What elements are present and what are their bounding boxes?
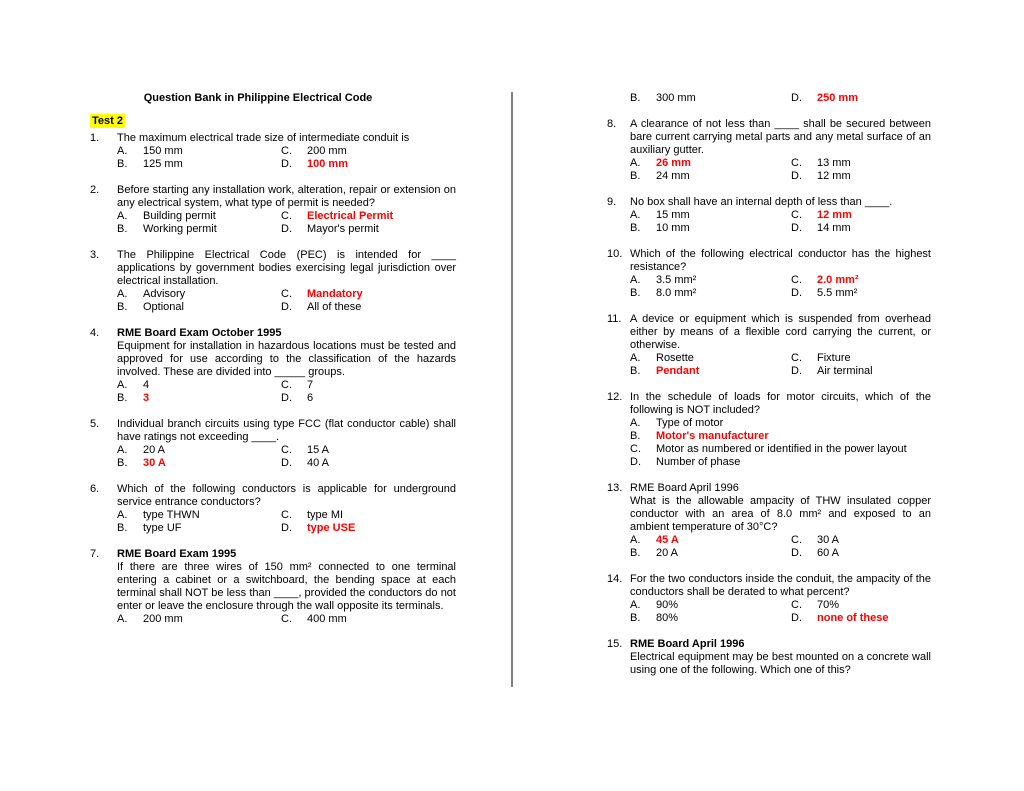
right-question-list <box>607 92 931 677</box>
option <box>791 547 839 560</box>
options <box>117 210 456 236</box>
question-body: If there are three wires of 150 mm² connected to one terminal entering a cabinet or a switchboard, the bending space at each terminal shall NOT be less than ____, provided the conductors do not enter or leave the enclosure through the wall opposite its terminals. <box>117 561 456 612</box>
question-header: RME Board April 1996 <box>630 638 745 650</box>
question-body: A device or equipment which is suspended from overhead either by means of a flexible cord carrying the current, or otherwise. <box>630 313 931 351</box>
option <box>791 612 889 625</box>
option-letter: B. <box>630 430 641 442</box>
option-text: 70% <box>817 599 840 611</box>
option <box>117 223 281 236</box>
option <box>117 444 281 457</box>
option-letter: A. <box>630 534 641 546</box>
question-body: Electrical equipment may be best mounted on a concrete wall using one of the following. Which one of this? <box>630 651 931 676</box>
option-text: 90% <box>656 599 679 611</box>
question-block <box>90 184 456 236</box>
option <box>281 509 343 522</box>
option-letter: C. <box>281 509 292 521</box>
option-text: Fixture <box>817 352 851 364</box>
option <box>117 145 281 158</box>
page-title: Question Bank in Philippine Electrical Code <box>143 92 373 104</box>
option-letter: D. <box>281 223 292 235</box>
question-content <box>117 132 456 171</box>
option-letter: A. <box>630 352 641 364</box>
question-number: 4. <box>90 327 100 339</box>
option-row <box>117 288 456 301</box>
options <box>630 599 931 625</box>
question-number: 2. <box>90 184 100 196</box>
option <box>630 222 791 235</box>
question-block <box>607 92 931 105</box>
option-row <box>117 379 456 392</box>
answer-option-text: 2.0 mm² <box>817 274 859 286</box>
option-letter: B. <box>630 547 641 559</box>
option <box>281 522 355 535</box>
option <box>281 288 363 301</box>
option-row <box>117 522 456 535</box>
question-body: The maximum electrical trade size of intermediate conduit is <box>117 132 410 144</box>
answer-option-text: 26 mm <box>656 157 691 169</box>
answer-option-text: Pendant <box>656 365 700 377</box>
option-row <box>117 158 456 171</box>
option-row <box>117 509 456 522</box>
option <box>630 456 740 469</box>
option-row <box>630 456 931 469</box>
option-letter: A. <box>117 379 128 391</box>
question-block <box>90 418 456 470</box>
question-block <box>607 196 931 235</box>
option-letter: C. <box>791 209 802 221</box>
options <box>630 534 931 560</box>
question-number: 14. <box>607 573 623 585</box>
option-letter: C. <box>791 157 802 169</box>
options <box>117 509 456 535</box>
option-text: type UF <box>143 522 182 534</box>
question-body: What is the allowable ampacity of THW insulated copper conductor with an area of 8.0 mm² and exposed to an ambient temperature of 30°C? <box>630 495 931 533</box>
option <box>281 379 313 392</box>
option <box>791 222 851 235</box>
option-letter: C. <box>791 274 802 286</box>
question-number: 11. <box>607 313 622 325</box>
option <box>630 443 907 456</box>
options <box>630 209 931 235</box>
option <box>630 599 791 612</box>
option-text: 14 mm <box>817 222 851 234</box>
answer-option-text: 250 mm <box>817 92 858 104</box>
option-letter: B. <box>117 158 128 170</box>
question-content <box>630 391 931 469</box>
option-text: Type of motor <box>656 417 724 429</box>
option-letter: C. <box>791 599 802 611</box>
option-letter: C. <box>281 613 292 625</box>
question-body: In the schedule of loads for motor circuits, which of the following is NOT included? <box>630 391 931 416</box>
option <box>791 365 873 378</box>
option <box>630 612 791 625</box>
option-text: Motor as numbered or identified in the power layout <box>656 443 907 455</box>
option-row <box>117 145 456 158</box>
option-letter: A. <box>117 613 128 625</box>
option-letter: A. <box>117 210 128 222</box>
question-number: 15. <box>607 638 623 650</box>
option-text: All of these <box>307 301 362 313</box>
option-row <box>630 417 931 430</box>
options <box>630 417 931 469</box>
option <box>281 301 361 314</box>
option <box>791 534 839 547</box>
option-letter: C. <box>791 352 802 364</box>
option-letter: C. <box>281 210 292 222</box>
question-content <box>117 418 456 470</box>
option-letter: A. <box>630 599 641 611</box>
option-row <box>117 457 456 470</box>
question-body: For the two conductors inside the conduit, the ampacity of the conductors shall be derated to what percent? <box>630 573 931 598</box>
option <box>117 613 281 626</box>
option-text: 125 mm <box>143 158 183 170</box>
right-column <box>607 92 931 690</box>
option-letter: B. <box>630 287 641 299</box>
option-row <box>117 392 456 405</box>
answer-option-text: 12 mm <box>817 209 852 221</box>
option <box>630 92 791 105</box>
question-body: Before starting any installation work, alteration, repair or extension on any electrical system, what type of permit is needed? <box>117 184 456 209</box>
option-letter: D. <box>281 392 292 404</box>
option-text: 20 A <box>656 547 679 559</box>
question-number: 1. <box>90 132 100 144</box>
option <box>281 158 348 171</box>
option-letter: B. <box>630 170 641 182</box>
options <box>117 613 456 626</box>
option-letter: D. <box>791 612 802 624</box>
option-text: 13 mm <box>817 157 851 169</box>
question-header: RME Board April 1996 <box>630 482 739 494</box>
option <box>630 365 791 378</box>
option-text: 80% <box>656 612 679 624</box>
question-header: RME Board Exam 1995 <box>117 548 237 560</box>
option-letter: B. <box>117 223 128 235</box>
option <box>117 522 281 535</box>
option <box>630 417 723 430</box>
option-letter: C. <box>281 444 292 456</box>
option-text: Number of phase <box>656 456 741 468</box>
answer-option-text: 45 A <box>656 534 679 546</box>
question-body: Which of the following conductors is applicable for underground service entrance conductors? <box>117 483 456 508</box>
option-text: 150 mm <box>143 145 183 157</box>
option <box>791 599 839 612</box>
option-letter: B. <box>630 612 641 624</box>
option-text: 3.5 mm² <box>656 274 697 286</box>
section-label-text: Test 2 <box>92 115 123 127</box>
option-row <box>117 223 456 236</box>
option-text: Air terminal <box>817 365 873 377</box>
option-text: Working permit <box>143 223 217 235</box>
option-row <box>630 170 931 183</box>
option <box>117 457 281 470</box>
question-number: 13. <box>607 482 623 494</box>
option-text: Mayor's permit <box>307 223 379 235</box>
option-letter: C. <box>791 534 802 546</box>
question-content <box>630 196 931 235</box>
option-letter: B. <box>117 522 128 534</box>
question-block <box>607 482 931 560</box>
options <box>630 92 931 105</box>
option <box>630 170 791 183</box>
option-row <box>630 443 931 456</box>
option-row <box>117 210 456 223</box>
option-text: type THWN <box>143 509 200 521</box>
question-number: 3. <box>90 249 100 261</box>
option-text: 30 A <box>817 534 840 546</box>
option-letter: C. <box>630 443 641 455</box>
option <box>117 210 281 223</box>
option-letter: D. <box>281 522 292 534</box>
option-letter: A. <box>630 157 641 169</box>
question-block <box>607 313 931 378</box>
option-text: 12 mm <box>817 170 851 182</box>
option <box>117 392 281 405</box>
option-row <box>630 352 931 365</box>
option-row <box>630 430 931 443</box>
question-number: 9. <box>607 196 617 208</box>
question-content <box>117 548 456 626</box>
option <box>630 209 791 222</box>
option <box>630 287 791 300</box>
option-text: 24 mm <box>656 170 690 182</box>
option-letter: A. <box>630 274 641 286</box>
option-letter: A. <box>630 417 641 429</box>
answer-option-text: type USE <box>307 522 356 534</box>
option-row <box>630 157 931 170</box>
option <box>630 534 791 547</box>
option-text: 10 mm <box>656 222 690 234</box>
option-letter: A. <box>117 288 128 300</box>
question-content <box>630 482 931 560</box>
question-block <box>90 548 456 626</box>
question-body: Individual branch circuits using type FCC (flat conductor cable) shall have ratings not exceeding ____. <box>117 418 456 443</box>
option <box>791 92 858 105</box>
option <box>117 379 281 392</box>
option-row <box>630 92 931 105</box>
question-block <box>90 249 456 314</box>
options <box>630 274 931 300</box>
answer-option-text: Mandatory <box>307 288 363 300</box>
option-letter: A. <box>117 444 128 456</box>
question-number: 12. <box>607 391 623 403</box>
left-question-list <box>90 132 456 626</box>
option <box>281 145 347 158</box>
option <box>630 157 791 170</box>
option-letter: D. <box>791 92 802 104</box>
option <box>791 157 851 170</box>
option-letter: B. <box>630 92 641 104</box>
option <box>117 509 281 522</box>
option-letter: D. <box>791 365 802 377</box>
option-row <box>117 444 456 457</box>
answer-option-text: Motor's manufacturer <box>656 430 769 442</box>
option <box>630 352 791 365</box>
question-body: Which of the following electrical conductor has the highest resistance? <box>630 248 931 273</box>
option-row <box>117 301 456 314</box>
answer-option-text: none of these <box>817 612 889 624</box>
option-letter: B. <box>630 222 641 234</box>
option-letter: D. <box>791 222 802 234</box>
option-text: 5.5 mm² <box>817 287 858 299</box>
option-text: 8.0 mm² <box>656 287 697 299</box>
option-letter: D. <box>630 456 641 468</box>
option-text: 15 mm <box>656 209 690 221</box>
answer-option-text: 30 A <box>143 457 166 469</box>
option <box>791 209 852 222</box>
option <box>281 223 379 236</box>
question-body: The Philippine Electrical Code (PEC) is intended for ____ applications by government bodies exercising legal jurisdiction over electrical installation. <box>117 249 456 287</box>
option <box>791 274 859 287</box>
question-content <box>630 638 931 677</box>
option-row <box>630 274 931 287</box>
option-text: 7 <box>307 379 314 391</box>
question-number: 10. <box>607 248 623 260</box>
option-text: 200 mm <box>307 145 347 157</box>
question-block <box>90 483 456 535</box>
question-block <box>607 573 931 625</box>
option-row <box>630 209 931 222</box>
option-letter: C. <box>281 288 292 300</box>
option <box>281 457 329 470</box>
option-text: 4 <box>143 379 150 391</box>
question-block <box>607 248 931 300</box>
option-text: 60 A <box>817 547 840 559</box>
question-content <box>630 248 931 300</box>
option-letter: C. <box>281 379 292 391</box>
option-text: Advisory <box>143 288 186 300</box>
question-content <box>630 573 931 625</box>
option-letter: A. <box>117 509 128 521</box>
option-text: Building permit <box>143 210 216 222</box>
question-content <box>630 118 931 183</box>
option-letter: A. <box>117 145 128 157</box>
option <box>630 274 791 287</box>
answer-option-text: Electrical Permit <box>307 210 394 222</box>
option-letter: D. <box>281 301 292 313</box>
option-row <box>630 534 931 547</box>
option-letter: B. <box>630 365 641 377</box>
option-row <box>630 599 931 612</box>
option-text: type MI <box>307 509 344 521</box>
option-letter: D. <box>281 158 292 170</box>
question-header: RME Board Exam October 1995 <box>117 327 282 339</box>
option-letter: C. <box>281 145 292 157</box>
option-text: Optional <box>143 301 184 313</box>
question-block <box>90 132 456 171</box>
option-row <box>630 547 931 560</box>
option <box>630 547 791 560</box>
option-letter: D. <box>791 287 802 299</box>
option <box>281 613 347 626</box>
option-letter: D. <box>281 457 292 469</box>
option <box>791 170 851 183</box>
options <box>117 288 456 314</box>
question-body: A clearance of not less than ____ shall be secured between bare current carrying metal parts and any metal surface of an auxiliary gutter. <box>630 118 931 156</box>
option-row <box>630 222 931 235</box>
option-row <box>630 287 931 300</box>
option-letter: D. <box>791 170 802 182</box>
option-row <box>630 612 931 625</box>
option <box>281 210 393 223</box>
option <box>281 444 329 457</box>
options <box>630 352 931 378</box>
question-content <box>630 92 931 105</box>
options <box>117 379 456 405</box>
question-number <box>607 92 630 105</box>
option <box>630 430 769 443</box>
option-letter: B. <box>117 301 128 313</box>
option-text: 40 A <box>307 457 330 469</box>
option-letter: B. <box>117 392 128 404</box>
section-label <box>90 115 456 128</box>
option <box>117 158 281 171</box>
option <box>281 392 313 405</box>
question-content <box>630 313 931 378</box>
option-text: 400 mm <box>307 613 347 625</box>
question-number: 6. <box>90 483 100 495</box>
question-block <box>607 391 931 469</box>
options <box>630 157 931 183</box>
question-content <box>117 184 456 236</box>
answer-option-text: 100 mm <box>307 158 348 170</box>
question-content <box>117 327 456 405</box>
options <box>117 145 456 171</box>
option <box>791 352 851 365</box>
question-number: 7. <box>90 548 100 560</box>
option-letter: A. <box>630 209 641 221</box>
option <box>117 301 281 314</box>
option-text: 300 mm <box>656 92 696 104</box>
question-number: 8. <box>607 118 617 130</box>
option-row <box>630 365 931 378</box>
column-divider <box>511 92 513 687</box>
option-text: 200 mm <box>143 613 183 625</box>
option-row <box>117 613 456 626</box>
question-block <box>607 638 931 677</box>
option <box>117 288 281 301</box>
question-content <box>117 483 456 535</box>
question-content <box>117 249 456 314</box>
question-body: Equipment for installation in hazardous locations must be tested and approved for use according to the classification of the hazards involved. These are divided into _____ groups. <box>117 340 456 378</box>
question-number: 5. <box>90 418 100 430</box>
option-text: Rosette <box>656 352 694 364</box>
option-letter: B. <box>117 457 128 469</box>
option <box>791 287 857 300</box>
options <box>117 444 456 470</box>
question-body: No box shall have an internal depth of less than ____. <box>630 196 893 208</box>
question-block <box>90 327 456 405</box>
option-letter: D. <box>791 547 802 559</box>
answer-option-text: 3 <box>143 392 150 404</box>
option-text: 6 <box>307 392 314 404</box>
left-column <box>90 92 456 639</box>
question-block <box>607 118 931 183</box>
option-text: 15 A <box>307 444 330 456</box>
option-text: 20 A <box>143 444 166 456</box>
